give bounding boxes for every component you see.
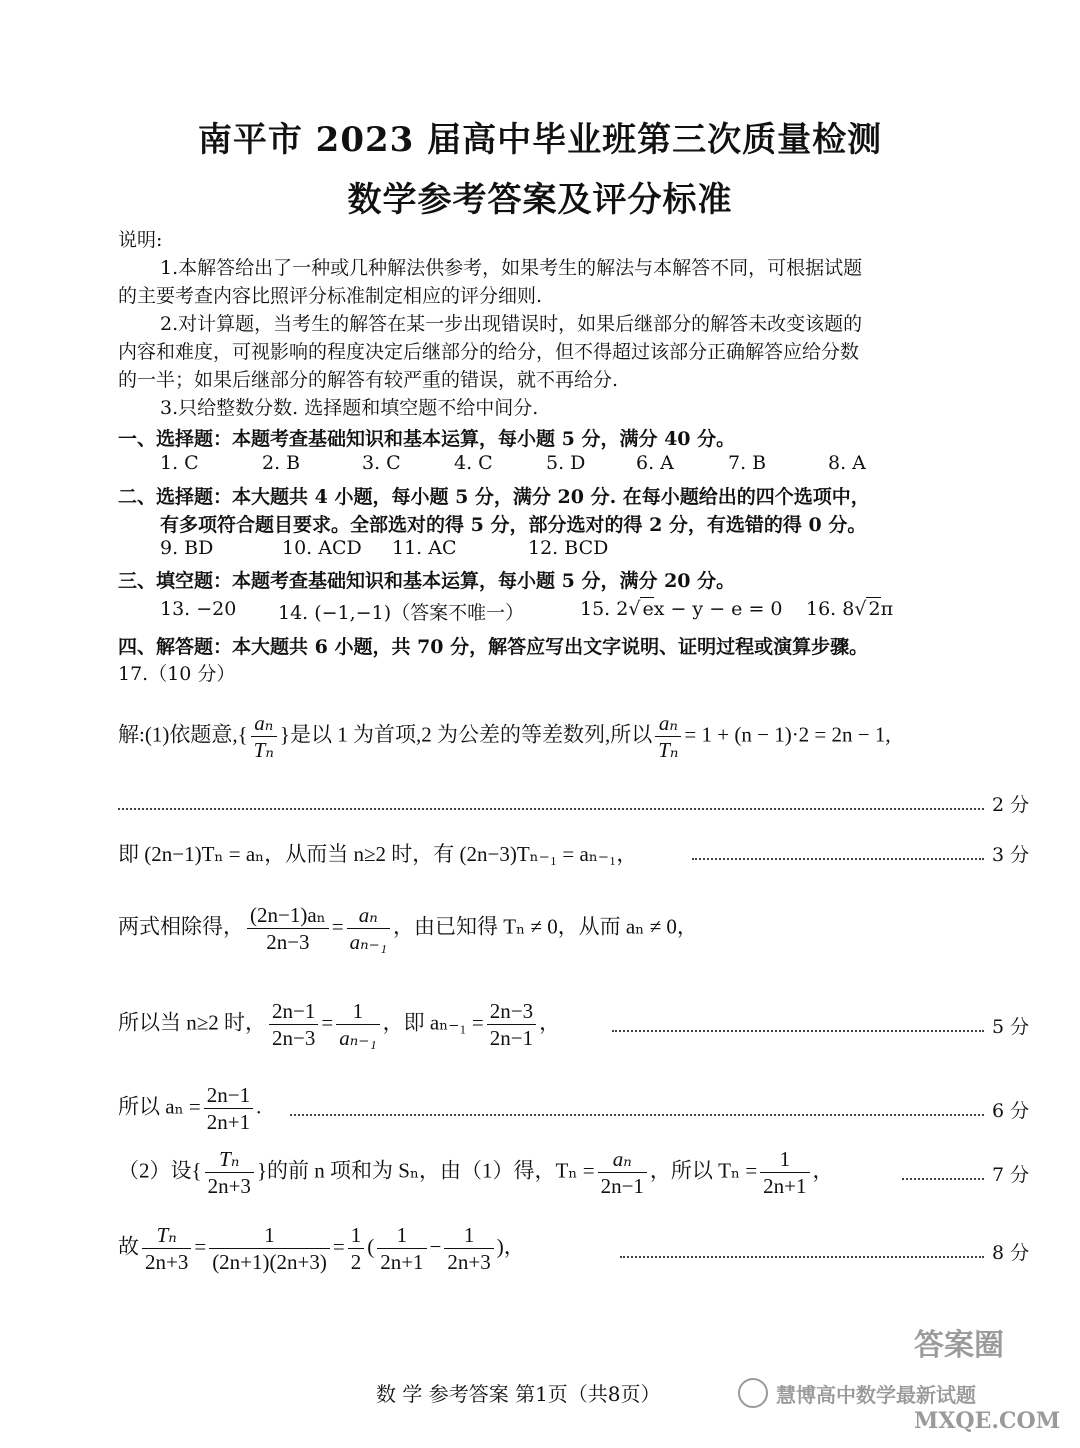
solution-step-7: 故 $\frac{\text{Tₙ}}{2n+3}$ = $\frac{1}{(2n+1)(2n+3)}$ = $\frac{1}{2}$ ( $\frac{1}{2n+1}$ − $\frac{1}{2n+3}$ )， xyxy=(118,1223,525,1274)
score-label: 7 分 xyxy=(992,1164,1030,1186)
score-label: 5 分 xyxy=(992,1016,1030,1038)
solution-step-5: 所以 aₙ = $\frac{2n-1}{2n+1}$ . xyxy=(118,1083,262,1134)
answer: 11. AC xyxy=(392,537,457,559)
dotted-leader xyxy=(612,1030,984,1032)
score-label: 2 分 xyxy=(992,794,1030,816)
solution-step-3: 两式相除得， $\frac{\text{(2n−1)aₙ}}{2n-3}$ = $\frac{\text{aₙ}}{\text{aₙ₋₁}}$ ，由已知得 Tₙ ≠ 0，从而 aₙ ≠ 0， xyxy=(118,903,698,954)
answer: 1. C xyxy=(160,452,199,474)
document-title: 南平市 2023 届高中毕业班第三次质量检测 xyxy=(197,120,883,160)
section-3-heading: 三、填空题：本题考查基础知识和基本运算，每小题 5 分，满分 20 分。 xyxy=(118,570,736,592)
note-line: 的一半；如果后继部分的解答有较严重的错误，就不再给分. xyxy=(118,369,619,391)
answer-15: 15. 2√ ex − y − e = 0 xyxy=(580,598,783,620)
note-line: 3.只给整数分数. 选择题和填空题不给中间分. xyxy=(160,397,539,419)
watermark xyxy=(738,1378,976,1408)
score-label: 6 分 xyxy=(992,1100,1030,1122)
answer: 5. D xyxy=(546,452,586,474)
answer-16: 16. 8√ 2π xyxy=(806,598,894,620)
question-17: 17.（10 分） xyxy=(118,663,236,685)
answer: 4. C xyxy=(454,452,493,474)
dotted-leader xyxy=(118,808,984,810)
answer: 9. BD xyxy=(160,537,214,559)
answer: 2. B xyxy=(262,452,301,474)
watermark-text: 慧博高中数学最新试题 xyxy=(776,1382,976,1407)
dotted-leader xyxy=(620,1256,984,1258)
note-line: 1.本解答给出了一种或几种解法供参考，如果考生的解法与本解答不同，可根据试题 xyxy=(160,257,863,279)
score-label: 8 分 xyxy=(992,1242,1030,1264)
solution-step-4: 所以当 n≥2 时， $\frac{2n-1}{2n-3}$ = $\frac{1}{\text{aₙ₋₁}}$ ，即 aₙ₋₁ = $\frac{2n-3}{2n-1}$ ， xyxy=(118,999,561,1050)
solution-step-6: （2）设{ $\frac{\text{Tₙ}}{2n+3}$ }的前 n 项和为 Sₙ，由（1）得，Tₙ = $\frac{\text{aₙ}}{2n-1}$ ，所以 Tₙ = $\frac{1}{2n+1}$ ， xyxy=(118,1147,834,1198)
watermark-logo: 答案圈 xyxy=(914,1328,1004,1363)
dotted-leader xyxy=(290,1114,984,1116)
score-label: 3 分 xyxy=(992,844,1030,866)
note-line: 内容和难度，可视影响的程度决定后继部分的给分，但不得超过该部分正确解答应给分数 xyxy=(118,341,860,363)
page-footer: 数 学 参考答案 第1页（共8页） xyxy=(376,1382,661,1406)
answer: 7. B xyxy=(728,452,767,474)
answer: 12. BCD xyxy=(528,537,609,559)
watermark-site: MXQE.COM xyxy=(914,1408,1061,1434)
dotted-leader xyxy=(692,858,984,860)
answer: 13. −20 xyxy=(160,598,237,620)
answer: 6. A xyxy=(636,452,674,474)
answer: 8. A xyxy=(828,452,866,474)
note-line: 的主要考查内容比照评分标准制定相应的评分细则. xyxy=(118,285,543,307)
notes-header: 说明: xyxy=(118,229,163,251)
dotted-leader xyxy=(902,1178,984,1180)
note-line: 2.对计算题，当考生的解答在某一步出现错误时，如果后继部分的解答未改变该题的 xyxy=(160,313,863,335)
solution-step-1: 解:(1)依题意,{ $\frac{\text{aₙ}}{\text{Tₙ}}$ }是以 1 为首项,2 为公差的等差数列,所以 $\frac{\text{aₙ}}{\text{Tₙ}}$ = 1 + (n − 1)·2 = 2n − 1, xyxy=(118,711,891,762)
wechat-icon xyxy=(738,1378,768,1408)
solution-step-2: 即 (2n−1)Tₙ = aₙ，从而当 n≥2 时，有 (2n−3)Tₙ₋₁ = aₙ₋₁， xyxy=(118,842,638,866)
answer: 10. ACD xyxy=(282,537,362,559)
section-2-heading-cont: 有多项符合题目要求。全部选对的得 5 分，部分选对的得 2 分，有选错的得 0 分。 xyxy=(160,514,867,536)
section-1-heading: 一、选择题：本题考查基础知识和基本运算，每小题 5 分，满分 40 分。 xyxy=(118,428,736,450)
section-4-heading: 四、解答题：本大题共 6 小题，共 70 分，解答应写出文字说明、证明过程或演算步骤。 xyxy=(118,636,869,658)
answer: 14. (−1,−1)（答案不唯一） xyxy=(278,602,525,624)
answer: 3. C xyxy=(362,452,401,474)
section-2-heading: 二、选择题：本大题共 4 小题，每小题 5 分，满分 20 分. 在每小题给出的四个选项中， xyxy=(118,486,870,508)
document-subtitle: 数学参考答案及评分标准 xyxy=(347,180,733,220)
